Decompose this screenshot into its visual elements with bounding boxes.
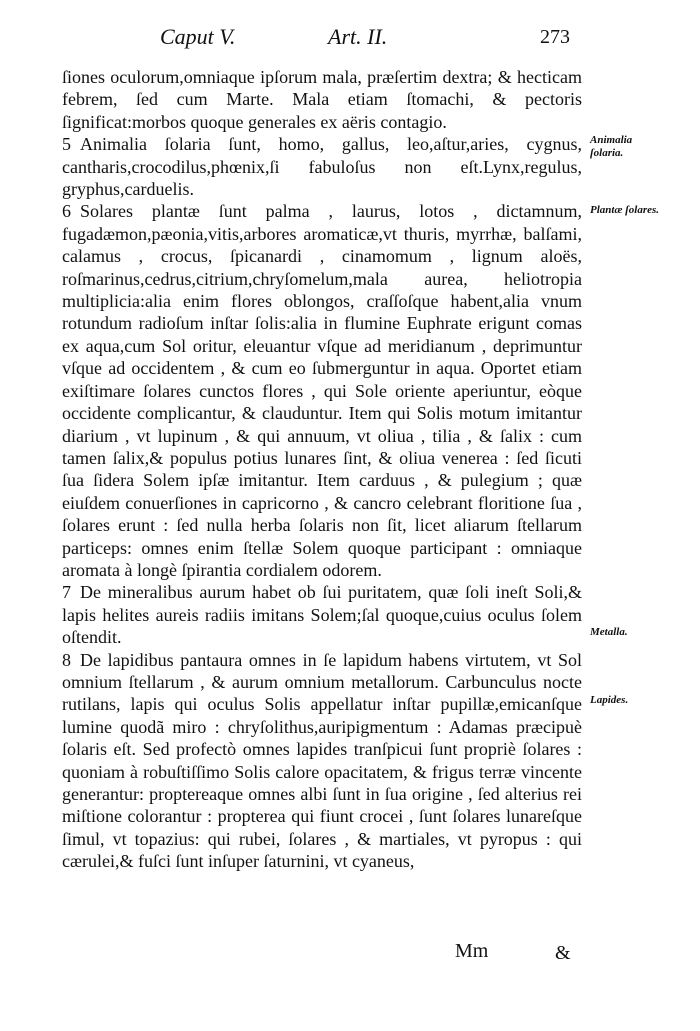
margin-note-plantae: Plantæ ſolares.: [590, 204, 660, 216]
signature-mark: Mm: [455, 940, 489, 962]
paragraph-5: [62, 133, 582, 200]
paragraph-number: 6: [62, 201, 71, 222]
page-footer: [0, 940, 700, 970]
paragraph-7: [62, 581, 582, 648]
article-heading: Art. II.: [328, 24, 388, 49]
chapter-heading: Caput V.: [160, 24, 236, 49]
paragraph-text: De lapidibus pantaura omnes in ſe lapidum habens virtutem, vt Sol omnium ſtellarum , & aurum omnium metallorum. Carbunculus nocte rutilans, lapis qui oculus Solis appellatur inſtar pupillæ,emicanſque lumine quodã miro : chryſolithus,auripigmentum : Adamas præcipuè ſolaris eſt. Sed profectò omnes lapides tranſpicui ſunt propriè ſolares : quoniam à robuſtiſſimo Solis calore opacitatem, & frigus terræ vincente generantur: proptereaque omnes albi ſunt in ſua origine , ſed alterius rei miſtione colorantur : propterea qui fiunt crocei , ſunt ſolares lunareſque ſimul, vt topazius: qui rubei, ſolares , & martiales, vt pyropus : qui cærulei,& fuſci ſunt inſuper ſaturnini, vt cyaneus,: [62, 649, 582, 872]
paragraph-number: 5: [62, 134, 71, 155]
paragraph-text: De mineralibus aurum habet ob ſui puritatem, quæ ſoli ineſt Soli,& lapis helites aureis radiis imitans Solem;ſal quoque,cuius oculus ſolem oſtendit.: [62, 582, 582, 648]
margin-note-metalla: Metalla.: [590, 626, 628, 638]
paragraph-continuation: [62, 66, 582, 133]
margin-note-animalia: Animalia ſolaria.: [590, 134, 633, 159]
paragraph-8: [62, 649, 582, 873]
catchword: &: [555, 942, 571, 964]
paragraph-text: Solares plantæ ſunt palma , laurus, lotos , dictamnum, fugadæmon,pæonia,vitis,arbores aromaticæ,vt thuris, myrrhæ, balſami, calamus , crocus, ſpicanardi , cinamomum , lignum aloës, roſmarinus,cedrus,citrium,chryſomelum,mala aurea, heliotropia multiplicia:alia enim flores oblongos, craſſoſque habent,alia vnum rotundum radioſum inſtar ſolis:alia in flumine Euphrate erigunt comas ex aqua,cum Sol oritur, eleuantur vſque ad meridianum , deprimuntur vſque ad occidentem , & cum eo ſubmerguntur in aqua. Oportet etiam exiſtimare ſolares cunctos flores , qui Sole oriente aperiuntur, eòque occidente complicantur, & clauduntur. Item qui Solis motum imitantur diarium , vt lupinum , & qui annuum, vt oliua , tilia , & ſalix : cum tamen ſalix,& populus potius lunares ſint, & oliua venerea : ſed ſicuti ſua ſidera Solem ipſæ imitantur. Item carduus , & pulegium ; quæ eiuſdem conuerſiones in capricorno , & cancro celebrant floritione ſua , ſolares erunt : ſed nulla herba ſolaris non ſit, licet aliarum ſtellarum particeps: omnes enim ſtellæ Solem quoque participant : omniaque aromata à longè ſpirantia cordialem odorem.: [62, 201, 582, 580]
main-text-block: [62, 66, 582, 873]
paragraph-text: Animalia ſolaria ſunt, homo, gallus, leo,aſtur,aries, cygnus, cantharis,crocodilus,phœnix,ſi fabuloſus non eſt.Lynx,regulus, gryphus,carduelis.: [62, 134, 582, 200]
paragraph-6: [62, 200, 582, 581]
paragraph-text: ſiones oculorum,omniaque ipſorum mala, præſertim dextra; & hecticam febrem, ſed cum Marte. Mala etiam ſtomachi, & pectoris ſignificat:morbos quoque generales ex aëris contagio.: [62, 67, 582, 132]
margin-note-lapides: Lapides.: [590, 694, 629, 706]
page-number: 273: [540, 26, 570, 48]
paragraph-number: 7: [62, 582, 71, 603]
running-header: [150, 24, 570, 54]
paragraph-number: 8: [62, 649, 71, 670]
